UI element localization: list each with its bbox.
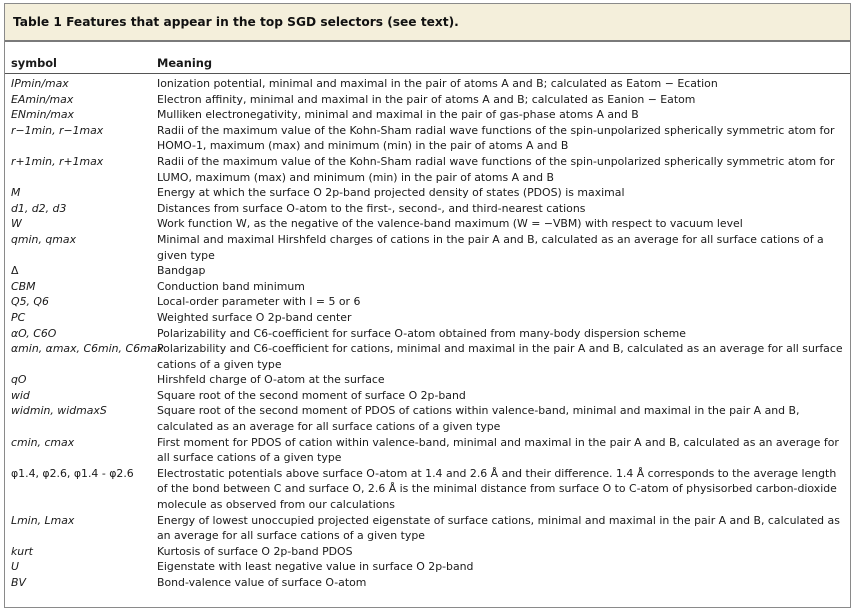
symbol-cell: W [11,217,22,231]
table-row [11,341,844,372]
symbol-cell: αO, C6O [11,326,57,340]
symbol-cell: Δ [11,264,19,278]
symbol-cell: φ1.4, φ2.6, φ1.4 - φ2.6 [11,466,134,480]
symbol-cell: U [11,560,19,574]
table-row [11,294,844,310]
meaning-cell: Distances from surface O-atom to the first-, second-, and third-nearest cations [157,201,586,215]
table-row [11,310,844,326]
meaning-cell: Radii of the maximum value of the Kohn-Sham radial wave functions of the spin-unpolarized spherically symmetric atom for HOMO-1, maximum (max) and minimum (min) in the pair of atoms A and B [157,123,835,153]
symbol-cell: wid [11,388,30,402]
table-row [11,123,844,154]
table-row [11,263,844,279]
symbol-cell: Lmin, Lmax [11,513,75,527]
table-row [11,232,844,263]
symbol-cell: r+1min, r+1max [11,154,104,168]
meaning-cell: Electrostatic potentials above surface O-atom at 1.4 and 2.6 Å and their difference. 1.4 Å corresponds to the average length of the bond between C and surface O, 2.6 Å is the minimal distance from surface O to C-atom of physisorbed carbon-dioxide molecule as observed from our calculations [157,466,837,512]
table-row [11,201,844,217]
symbol-cell: αmin, αmax, C6min, C6max [11,342,164,356]
symbol-cell: widmin, widmaxS [11,404,107,418]
meaning-cell: Work function W, as the negative of the valence-band maximum (W = −VBM) with respect to vacuum level [157,217,743,231]
meaning-cell: First moment for PDOS of cation within valence-band, minimal and maximal in the pair A and B, calculated as an average for all surface cations of a given type [157,435,839,465]
meaning-cell: Weighted surface O 2p-band center [157,310,352,324]
symbol-cell: d1, d2, d3 [11,201,67,215]
table-row [11,388,844,404]
meaning-cell: Square root of the second moment of surface O 2p-band [157,388,466,402]
symbol-cell: Q5, Q6 [11,295,49,309]
table-row [11,575,844,591]
table-row [11,513,844,544]
table-row [11,435,844,466]
header-symbol: symbol [11,56,57,70]
symbol-cell: qmin, qmax [11,232,77,246]
meaning-cell: Local-order parameter with l = 5 or 6 [157,295,361,309]
table-row [11,76,844,92]
meaning-cell: Energy of lowest unoccupied projected eigenstate of surface cations, minimal and maximal in the pair A and B, calculated as an average for all surface cations of a given type [157,513,840,543]
symbol-cell: IPmin/max [11,77,69,90]
meaning-cell: Mulliken electronegativity, minimal and maximal in the pair of gas-phase atoms A and B [157,108,639,122]
header-meaning: Meaning [157,56,213,70]
symbol-cell: PC [11,310,26,324]
meaning-cell: Bandgap [157,264,206,278]
meaning-cell: Hirshfeld charge of O-atom at the surface [157,373,385,387]
table-caption: Table 1 Features that appear in the top SGD selectors (see text). [5,4,850,42]
meaning-cell: Square root of the second moment of PDOS of cations within valence-band, minimal and maximal in the pair A and B, calculated as an average for all surface cations of a given type [157,404,800,434]
meaning-cell: Minimal and maximal Hirshfeld charges of cations in the pair A and B, calculated as an average for all surface cations of a given type [157,232,824,262]
meaning-cell: Bond-valence value of surface O-atom [157,576,367,589]
table-row [11,92,844,108]
table-frame [4,3,851,608]
symbol-cell: BV [11,576,26,589]
table-body [5,74,850,591]
table-row [11,544,844,560]
meaning-cell: Kurtosis of surface O 2p-band PDOS [157,544,353,558]
symbol-cell: ENmin/max [11,108,74,122]
meaning-cell: Eigenstate with least negative value in surface O 2p-band [157,560,474,574]
symbol-cell: kurt [11,544,33,558]
symbol-cell: M [11,186,21,200]
symbol-cell: cmin, cmax [11,435,75,449]
symbol-cell: qO [11,373,27,387]
table-row [11,279,844,295]
table-row [11,403,844,434]
meaning-cell: Polarizability and C6-coefficient for cations, minimal and maximal in the pair A and B, calculated as an average for all surface cations of a given type [157,342,843,371]
meaning-cell: Electron affinity, minimal and maximal in the pair of atoms A and B; calculated as Eanion − Eatom [157,92,696,106]
meaning-cell: Conduction band minimum [157,279,305,293]
meaning-cell: Polarizability and C6-coefficient for surface O-atom obtained from many-body dispersion scheme [157,326,686,340]
table-row [11,185,844,201]
meaning-cell: Radii of the maximum value of the Kohn-Sham radial wave functions of the spin-unpolarized spherically symmetric atom for LUMO, maximum (max) and minimum (min) in the pair of atoms A and B [157,154,835,184]
symbol-cell: EAmin/max [11,92,74,106]
table-row [11,466,844,513]
symbol-cell: CBM [11,279,36,293]
table-header-row [5,42,850,74]
table-row [11,154,844,185]
meaning-cell: Energy at which the surface O 2p-band projected density of states (PDOS) is maximal [157,186,625,200]
table-row [11,216,844,232]
meaning-cell: Ionization potential, minimal and maximal in the pair of atoms A and B; calculated as Eatom − Ecation [157,77,718,90]
table-row [11,372,844,388]
table-row [11,107,844,123]
symbol-cell: r−1min, r−1max [11,123,104,137]
table-row [11,559,844,575]
table-row [11,326,844,342]
